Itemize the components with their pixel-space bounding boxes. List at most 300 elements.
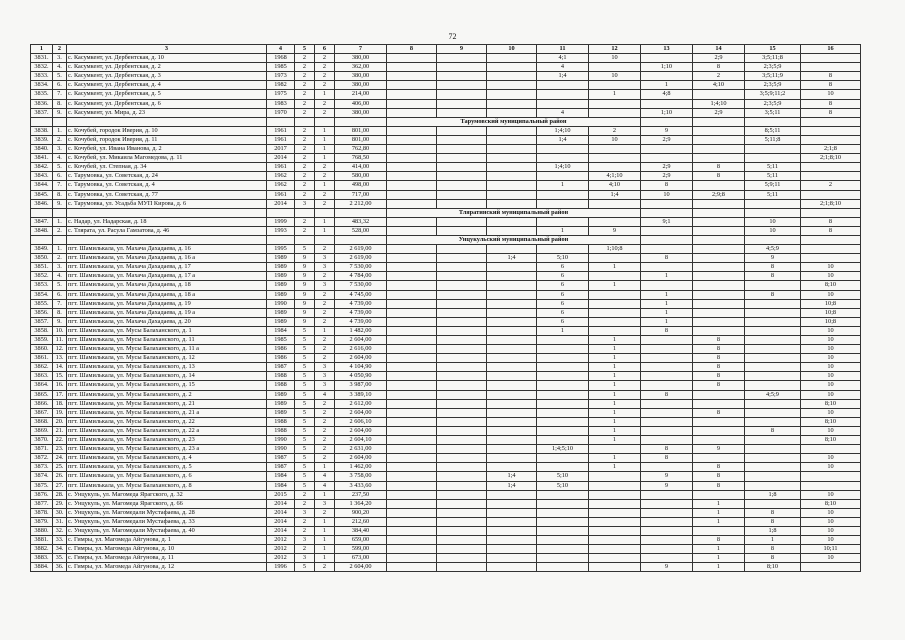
table-cell bbox=[693, 135, 745, 144]
table-cell bbox=[487, 199, 537, 208]
table-cell: 1970 bbox=[267, 108, 295, 117]
table-cell: 3 bbox=[295, 508, 315, 517]
table-cell: 1990 bbox=[267, 445, 295, 454]
table-cell bbox=[641, 417, 693, 426]
table-row bbox=[31, 81, 861, 90]
table-cell bbox=[745, 145, 801, 154]
table-cell bbox=[745, 299, 801, 308]
table-cell: 5 bbox=[295, 417, 315, 426]
table-cell bbox=[589, 199, 641, 208]
table-cell: 1 bbox=[641, 290, 693, 299]
table-cell bbox=[537, 199, 589, 208]
table-cell bbox=[589, 272, 641, 281]
table-cell bbox=[537, 154, 589, 163]
address-cell: пгт. Шамилькала, ул. Мусы Балаханского, д. 4 bbox=[67, 454, 267, 463]
table-cell bbox=[387, 426, 437, 435]
table-cell bbox=[437, 145, 487, 154]
table-row bbox=[31, 54, 861, 63]
table-cell: 3 bbox=[315, 372, 335, 381]
address-cell: пгт. Шамилькала, ул. Мусы Балаханского, д. 23 bbox=[67, 436, 267, 445]
table-row bbox=[31, 245, 861, 254]
column-number: 4 bbox=[267, 45, 295, 54]
table-cell bbox=[693, 226, 745, 235]
table-cell bbox=[387, 536, 437, 545]
table-cell bbox=[745, 472, 801, 481]
table-cell bbox=[589, 563, 641, 572]
table-cell bbox=[537, 563, 589, 572]
table-cell bbox=[693, 426, 745, 435]
table-cell bbox=[641, 426, 693, 435]
table-cell: 28. bbox=[53, 490, 67, 499]
table-cell: 10 bbox=[801, 345, 861, 354]
table-cell bbox=[387, 390, 437, 399]
table-cell bbox=[437, 526, 487, 535]
table-cell: 10 bbox=[745, 217, 801, 226]
table-cell: 23. bbox=[53, 445, 67, 454]
table-cell: 8 bbox=[693, 63, 745, 72]
table-cell: 3838. bbox=[31, 126, 53, 135]
column-number: 10 bbox=[487, 45, 537, 54]
table-cell: 1984 bbox=[267, 481, 295, 490]
table-cell bbox=[589, 163, 641, 172]
section-empty-cell bbox=[267, 117, 295, 126]
column-number: 14 bbox=[693, 45, 745, 54]
table-cell: 5 bbox=[295, 326, 315, 335]
table-cell: 2 612,00 bbox=[335, 399, 387, 408]
table-cell bbox=[693, 90, 745, 99]
table-cell bbox=[487, 381, 537, 390]
table-cell bbox=[537, 408, 589, 417]
table-cell: 4;1 bbox=[537, 54, 589, 63]
table-cell: 762,80 bbox=[335, 145, 387, 154]
table-cell: 1987 bbox=[267, 463, 295, 472]
table-cell bbox=[801, 472, 861, 481]
table-cell: 599,00 bbox=[335, 545, 387, 554]
table-cell: 1 bbox=[315, 326, 335, 335]
table-row bbox=[31, 417, 861, 426]
table-cell: 3861. bbox=[31, 354, 53, 363]
table-cell: 1 bbox=[315, 526, 335, 535]
table-cell: 1;4 bbox=[487, 472, 537, 481]
table-cell: 3880. bbox=[31, 526, 53, 535]
table-cell bbox=[387, 336, 437, 345]
table-cell: 1;10 bbox=[641, 108, 693, 117]
table-cell bbox=[437, 281, 487, 290]
table-cell: 5 bbox=[295, 390, 315, 399]
table-cell bbox=[487, 454, 537, 463]
table-cell: 2 bbox=[295, 145, 315, 154]
table-cell: 4;1;10 bbox=[589, 172, 641, 181]
table-cell: 1 bbox=[589, 426, 641, 435]
section-empty-cell bbox=[53, 235, 67, 244]
table-cell bbox=[487, 281, 537, 290]
table-cell bbox=[387, 490, 437, 499]
table-cell: 5;11 bbox=[745, 190, 801, 199]
table-cell: 3831. bbox=[31, 54, 53, 63]
table-cell: 2 212,00 bbox=[335, 199, 387, 208]
table-cell: 580,00 bbox=[335, 172, 387, 181]
table-cell: 5 bbox=[295, 563, 315, 572]
table-cell bbox=[745, 199, 801, 208]
table-cell: 2 bbox=[801, 181, 861, 190]
address-cell: пгт. Шамилькала, ул. Мусы Балаханского, д. 12 bbox=[67, 354, 267, 363]
table-cell: 12. bbox=[53, 345, 67, 354]
table-cell: 3858. bbox=[31, 326, 53, 335]
table-cell: 1 bbox=[693, 545, 745, 554]
table-cell bbox=[641, 408, 693, 417]
address-cell: с. Кочубей, ул. Микаила Магомедова, д. 11 bbox=[67, 154, 267, 163]
table-cell bbox=[693, 281, 745, 290]
table-cell: 2 bbox=[315, 454, 335, 463]
address-cell: пгт. Шамилькала, ул. Мусы Балаханского, д. 22 bbox=[67, 417, 267, 426]
table-cell: 5;10 bbox=[537, 481, 589, 490]
table-cell bbox=[387, 135, 437, 144]
table-cell bbox=[487, 81, 537, 90]
table-cell bbox=[589, 499, 641, 508]
table-cell: 2 bbox=[315, 399, 335, 408]
address-cell: с. Тарумовка, ул. Советская, д. 24 bbox=[67, 172, 267, 181]
table-cell bbox=[693, 245, 745, 254]
table-cell: 34. bbox=[53, 545, 67, 554]
table-cell: 2 bbox=[295, 81, 315, 90]
table-cell bbox=[487, 217, 537, 226]
table-cell: 10 bbox=[801, 372, 861, 381]
table-cell: 1. bbox=[53, 217, 67, 226]
address-cell: с. Кочубей, городок Иверия, д. 11 bbox=[67, 135, 267, 144]
table-cell bbox=[387, 308, 437, 317]
table-row bbox=[31, 345, 861, 354]
table-cell: 17. bbox=[53, 390, 67, 399]
table-cell: 1;4;5;10 bbox=[537, 445, 589, 454]
table-cell bbox=[693, 399, 745, 408]
table-cell: 8 bbox=[745, 545, 801, 554]
table-cell bbox=[745, 281, 801, 290]
table-cell bbox=[487, 317, 537, 326]
table-cell: 9 bbox=[641, 472, 693, 481]
section-empty-cell bbox=[335, 208, 387, 217]
table-cell bbox=[437, 326, 487, 335]
table-row bbox=[31, 272, 861, 281]
table-cell bbox=[437, 54, 487, 63]
table-cell bbox=[487, 272, 537, 281]
table-cell bbox=[387, 226, 437, 235]
table-cell: 2 bbox=[315, 245, 335, 254]
table-row bbox=[31, 445, 861, 454]
table-cell bbox=[745, 381, 801, 390]
address-cell: с. Кочубей, ул. Ивана Иванова, д. 2 bbox=[67, 145, 267, 154]
table-cell: 5. bbox=[53, 72, 67, 81]
table-cell: 5 bbox=[295, 445, 315, 454]
table-row bbox=[31, 299, 861, 308]
table-cell bbox=[641, 436, 693, 445]
table-cell bbox=[589, 108, 641, 117]
table-cell: 1 bbox=[315, 490, 335, 499]
table-cell bbox=[387, 326, 437, 335]
table-cell: 673,00 bbox=[335, 554, 387, 563]
table-cell: 1996 bbox=[267, 563, 295, 572]
table-cell bbox=[387, 563, 437, 572]
section-empty-cell bbox=[745, 117, 801, 126]
table-cell bbox=[589, 545, 641, 554]
table-cell: 1986 bbox=[267, 345, 295, 354]
table-cell bbox=[745, 326, 801, 335]
table-cell: 10 bbox=[801, 517, 861, 526]
table-cell bbox=[693, 299, 745, 308]
table-cell bbox=[693, 181, 745, 190]
table-cell bbox=[487, 308, 537, 317]
address-cell: с. Гимры, ул. Магомеда Айгунова, д. 10 bbox=[67, 545, 267, 554]
table-cell bbox=[437, 345, 487, 354]
table-cell: 2;9 bbox=[693, 54, 745, 63]
table-cell: 1987 bbox=[267, 363, 295, 372]
column-number: 6 bbox=[315, 45, 335, 54]
table-cell: 2 631,00 bbox=[335, 445, 387, 454]
table-cell: 8 bbox=[693, 463, 745, 472]
address-cell: с. Касумкент, ул. Дербентская, д. 4 bbox=[67, 81, 267, 90]
table-cell: 2 604,00 bbox=[335, 563, 387, 572]
address-cell: пгт. Шамилькала, ул. Махача Дахадаева, д. 19 bbox=[67, 299, 267, 308]
table-cell: 1983 bbox=[267, 99, 295, 108]
column-number: 1 bbox=[31, 45, 53, 54]
table-cell: 1 bbox=[589, 372, 641, 381]
table-cell: 1 bbox=[589, 336, 641, 345]
table-cell: 1 bbox=[641, 299, 693, 308]
table-cell: 1989 bbox=[267, 308, 295, 317]
table-cell: 1 bbox=[589, 408, 641, 417]
table-row bbox=[31, 326, 861, 335]
table-cell: 1989 bbox=[267, 254, 295, 263]
section-empty-cell bbox=[31, 117, 53, 126]
table-cell: 5 bbox=[295, 245, 315, 254]
table-cell bbox=[693, 290, 745, 299]
table-cell bbox=[641, 199, 693, 208]
table-row bbox=[31, 181, 861, 190]
address-cell: с. Тарумовка, ул. Советская, д. 4 bbox=[67, 181, 267, 190]
table-row bbox=[31, 226, 861, 235]
table-cell: 1 bbox=[589, 381, 641, 390]
address-cell: с. Унцукуль, ул. Магомеда Ярагского, д. 66 bbox=[67, 499, 267, 508]
table-cell: 8 bbox=[801, 72, 861, 81]
address-cell: с. Касумкент, ул. Дербентская, д. 6 bbox=[67, 99, 267, 108]
address-cell: с. Тлярата, ул. Расула Гамзатова, д. 46 bbox=[67, 226, 267, 235]
table-cell bbox=[437, 454, 487, 463]
address-cell: с. Унцукуль, ул. Магомедали Мустафаева, д. 28 bbox=[67, 508, 267, 517]
table-cell bbox=[641, 554, 693, 563]
table-cell: 2;1;8 bbox=[801, 145, 861, 154]
table-cell: 5;11;8 bbox=[745, 135, 801, 144]
table-cell bbox=[693, 145, 745, 154]
table-cell: 8 bbox=[641, 254, 693, 263]
table-cell: 1962 bbox=[267, 172, 295, 181]
table-cell: 3839. bbox=[31, 135, 53, 144]
section-empty-cell bbox=[641, 117, 693, 126]
table-cell: 4 bbox=[315, 481, 335, 490]
table-cell bbox=[589, 481, 641, 490]
table-cell bbox=[437, 399, 487, 408]
table-cell: 1 bbox=[693, 517, 745, 526]
table-cell: 1 bbox=[589, 399, 641, 408]
table-cell: 3. bbox=[53, 145, 67, 154]
table-cell: 2 bbox=[315, 190, 335, 199]
table-cell bbox=[537, 436, 589, 445]
address-cell: пгт. Шамилькала, ул. Мусы Балаханского, д. 6 bbox=[67, 472, 267, 481]
table-cell: 8 bbox=[745, 508, 801, 517]
table-cell bbox=[537, 145, 589, 154]
table-cell: 3882. bbox=[31, 545, 53, 554]
table-cell bbox=[693, 490, 745, 499]
table-cell: 3848. bbox=[31, 226, 53, 235]
table-cell bbox=[487, 463, 537, 472]
table-cell bbox=[487, 154, 537, 163]
table-cell: 2014 bbox=[267, 526, 295, 535]
table-row bbox=[31, 545, 861, 554]
table-cell: 1;8 bbox=[745, 490, 801, 499]
table-cell: 2 bbox=[315, 172, 335, 181]
table-cell bbox=[437, 290, 487, 299]
table-cell: 5;9;11 bbox=[745, 181, 801, 190]
table-cell bbox=[387, 154, 437, 163]
table-cell: 3873. bbox=[31, 463, 53, 472]
column-number: 12 bbox=[589, 45, 641, 54]
address-cell: пгт. Шамилькала, ул. Мусы Балаханского, д. 11 а bbox=[67, 345, 267, 354]
table-cell: 2;9 bbox=[641, 135, 693, 144]
table-cell: 5 bbox=[295, 481, 315, 490]
table-cell: 8 bbox=[801, 99, 861, 108]
table-cell: 1 bbox=[589, 436, 641, 445]
table-cell: 3 bbox=[295, 199, 315, 208]
table-cell bbox=[589, 308, 641, 317]
section-empty-cell bbox=[641, 208, 693, 217]
table-cell: 10 bbox=[801, 354, 861, 363]
table-cell: 3 bbox=[315, 263, 335, 272]
table-cell bbox=[387, 526, 437, 535]
table-cell bbox=[693, 308, 745, 317]
table-cell: 32. bbox=[53, 526, 67, 535]
address-cell: с. Тарумовка, ул. Усадьба МУП Кирова, д. 6 bbox=[67, 199, 267, 208]
table-cell: 2 bbox=[295, 63, 315, 72]
table-cell: 3867. bbox=[31, 408, 53, 417]
table-cell bbox=[693, 326, 745, 335]
table-cell: 2 bbox=[315, 426, 335, 435]
table-cell: 3844. bbox=[31, 181, 53, 190]
table-cell: 8 bbox=[641, 390, 693, 399]
address-cell: с. Гимры, ул. Магомеда Айгунова, д. 1 bbox=[67, 536, 267, 545]
table-cell: 3 bbox=[315, 499, 335, 508]
table-cell: 1962 bbox=[267, 181, 295, 190]
table-cell: 8;5;11 bbox=[745, 126, 801, 135]
table-cell: 212,60 bbox=[335, 517, 387, 526]
table-cell: 1990 bbox=[267, 299, 295, 308]
table-cell bbox=[387, 181, 437, 190]
table-cell: 10 bbox=[801, 336, 861, 345]
table-cell: 2;3;5;9 bbox=[745, 99, 801, 108]
section-empty-cell bbox=[315, 235, 335, 244]
table-cell bbox=[801, 54, 861, 63]
table-cell: 3852. bbox=[31, 272, 53, 281]
table-cell: 2 bbox=[315, 54, 335, 63]
table-cell: 5 bbox=[295, 436, 315, 445]
address-cell: с. Унцукуль, ул. Магомедали Мустафаева, д. 33 bbox=[67, 517, 267, 526]
section-title: Тарумовский муниципальный район bbox=[387, 117, 641, 126]
table-cell: 5. bbox=[53, 281, 67, 290]
table-cell: 4 739,00 bbox=[335, 317, 387, 326]
table-cell bbox=[387, 408, 437, 417]
table-cell: 8 bbox=[745, 263, 801, 272]
address-cell: с. Тарумовка, ул. Советская, д. 77 bbox=[67, 190, 267, 199]
address-cell: пгт. Шамилькала, ул. Мусы Балаханского, д. 21 а bbox=[67, 408, 267, 417]
table-cell bbox=[487, 354, 537, 363]
table-cell: 2 bbox=[295, 154, 315, 163]
table-cell bbox=[437, 317, 487, 326]
table-cell bbox=[437, 163, 487, 172]
table-cell: 3 bbox=[315, 281, 335, 290]
section-empty-cell bbox=[315, 208, 335, 217]
table-cell: 2 604,10 bbox=[335, 436, 387, 445]
table-cell: 3879. bbox=[31, 517, 53, 526]
table-cell: 2 bbox=[295, 135, 315, 144]
table-cell bbox=[641, 499, 693, 508]
table-cell bbox=[537, 172, 589, 181]
table-row bbox=[31, 436, 861, 445]
section-title: Тляратинский муниципальный район bbox=[387, 208, 641, 217]
table-cell bbox=[387, 126, 437, 135]
table-cell: 4;8 bbox=[641, 90, 693, 99]
table-row bbox=[31, 254, 861, 263]
table-cell: 1;4;10 bbox=[693, 99, 745, 108]
table-cell: 2 bbox=[295, 126, 315, 135]
table-cell: 10 bbox=[801, 463, 861, 472]
table-cell: 1;4 bbox=[589, 190, 641, 199]
table-cell: 3845. bbox=[31, 190, 53, 199]
table-cell: 2 bbox=[315, 272, 335, 281]
table-cell bbox=[537, 517, 589, 526]
table-cell: 1 bbox=[641, 272, 693, 281]
section-empty-cell bbox=[745, 235, 801, 244]
address-cell: пгт. Шамилькала, ул. Махача Дахадаева, д. 19 а bbox=[67, 308, 267, 317]
table-cell: 5 bbox=[295, 426, 315, 435]
table-cell: 2012 bbox=[267, 545, 295, 554]
address-cell: с. Кочубей, ул. Степная, д. 34 bbox=[67, 163, 267, 172]
table-cell: 659,00 bbox=[335, 536, 387, 545]
table-row bbox=[31, 463, 861, 472]
column-number-row bbox=[31, 45, 861, 54]
table-cell: 1;4 bbox=[537, 135, 589, 144]
table-cell bbox=[437, 126, 487, 135]
table-cell: 3 bbox=[295, 536, 315, 545]
table-cell bbox=[589, 508, 641, 517]
table-cell: 1 bbox=[315, 463, 335, 472]
table-cell: 3855. bbox=[31, 299, 53, 308]
table-row bbox=[31, 372, 861, 381]
table-cell: 1 bbox=[589, 263, 641, 272]
table-cell: 3840. bbox=[31, 145, 53, 154]
table-cell: 1982 bbox=[267, 81, 295, 90]
table-cell: 9 bbox=[295, 290, 315, 299]
table-cell: 3872. bbox=[31, 454, 53, 463]
table-cell: 3 987,00 bbox=[335, 381, 387, 390]
table-cell bbox=[537, 99, 589, 108]
table-cell: 8 bbox=[745, 554, 801, 563]
table-cell bbox=[745, 154, 801, 163]
table-cell: 1;8 bbox=[745, 526, 801, 535]
table-cell: 9 bbox=[295, 281, 315, 290]
table-cell: 3;5;11;8 bbox=[745, 54, 801, 63]
table-row bbox=[31, 526, 861, 535]
table-cell bbox=[387, 372, 437, 381]
table-cell bbox=[537, 354, 589, 363]
address-cell: пгт. Шамилькала, ул. Мусы Балаханского, д. 21 bbox=[67, 399, 267, 408]
table-cell bbox=[801, 172, 861, 181]
